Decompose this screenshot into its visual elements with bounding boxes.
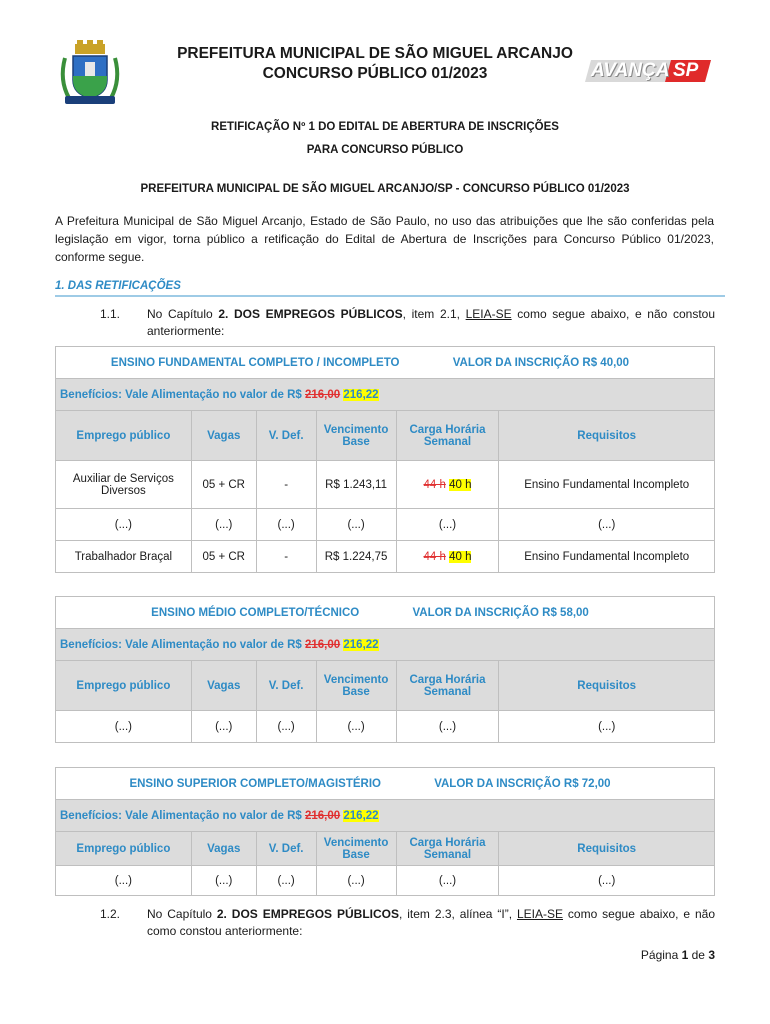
cell-vencimento: (...) xyxy=(316,866,396,896)
cell-requisitos: (...) xyxy=(499,509,715,541)
col-header: V. Def. xyxy=(256,661,316,711)
table-row xyxy=(56,711,715,743)
cell-vdef: (...) xyxy=(256,711,316,743)
cell-vdef: - xyxy=(256,461,316,509)
cell-vagas: (...) xyxy=(191,509,256,541)
col-header: Emprego público xyxy=(56,661,192,711)
fee-label: VALOR DA INSCRIÇÃO R$ 40,00 xyxy=(452,356,630,369)
col-header: V. Def. xyxy=(256,411,316,461)
table-row xyxy=(56,541,715,573)
cell-carga xyxy=(396,541,499,573)
table-ensino-fundamental xyxy=(55,346,715,573)
benefit-row xyxy=(56,800,715,832)
col-header: Vagas xyxy=(191,832,256,866)
section-heading: 1. DAS RETIFICAÇÕES xyxy=(55,280,725,297)
logo-text-sp: SP xyxy=(673,60,699,81)
benefit-row xyxy=(56,629,715,661)
cell-requisitos: (...) xyxy=(499,711,715,743)
page-footer xyxy=(600,948,715,962)
item-chapter: 2. DOS EMPREGOS PÚBLICOS xyxy=(218,307,403,321)
item-text-pre: No Capítulo xyxy=(147,307,219,321)
col-header: Emprego público xyxy=(56,832,192,866)
table-row xyxy=(56,509,715,541)
item-text-post: como segue abaixo, e não constou anteriormente: xyxy=(147,307,716,338)
level-band xyxy=(56,768,715,800)
col-header: Carga Horária Semanal xyxy=(396,661,499,711)
table-row xyxy=(56,461,715,509)
cell-vencimento: (...) xyxy=(316,711,396,743)
doc-title-2: PARA CONCURSO PÚBLICO xyxy=(306,144,464,156)
cell-vencimento: R$ 1.243,11 xyxy=(316,461,396,509)
col-header: Vencimento Base xyxy=(316,661,396,711)
document-header xyxy=(150,44,600,84)
old-hours: 44 h xyxy=(423,550,446,563)
new-hours: 40 h xyxy=(449,478,472,491)
fee-label: VALOR DA INSCRIÇÃO R$ 58,00 xyxy=(412,606,589,619)
level-band xyxy=(56,597,715,629)
col-header: Requisitos xyxy=(499,832,715,866)
col-header: Vencimento Base xyxy=(316,832,396,866)
cell-carga: (...) xyxy=(396,866,499,896)
benefit-old-value: 216,00 xyxy=(305,388,341,401)
table-ensino-superior xyxy=(55,767,715,896)
cell-job: Trabalhador Braçal xyxy=(56,541,192,573)
cell-requisitos: Ensino Fundamental Incompleto xyxy=(499,461,715,509)
col-header: Carga Horária Semanal xyxy=(396,832,499,866)
cell-vencimento: R$ 1.224,75 xyxy=(316,541,396,573)
benefit-label: Benefícios: Vale Alimentação no valor de R$ xyxy=(60,638,305,651)
doc-subtitle: PREFEITURA MUNICIPAL DE SÃO MIGUEL ARCANJO/SP - CONCURSO PÚBLICO 01/2023 xyxy=(140,183,630,195)
item-number: 1.1. xyxy=(100,307,121,321)
cell-vdef: (...) xyxy=(256,509,316,541)
col-header: Emprego público xyxy=(56,411,192,461)
item-number: 1.2. xyxy=(100,907,121,921)
item-1-2-text xyxy=(147,906,715,940)
item-text-mid: , item 2.3, alínea “I”, xyxy=(399,907,517,921)
benefit-label: Benefícios: Vale Alimentação no valor de R$ xyxy=(60,388,305,401)
benefit-new-value: 216,22 xyxy=(343,638,379,651)
leia-se-label: LEIA-SE xyxy=(516,907,563,921)
cell-vagas: 05 + CR xyxy=(191,541,256,573)
cell-vagas: (...) xyxy=(191,866,256,896)
col-header: Requisitos xyxy=(499,411,715,461)
col-header: Vencimento Base xyxy=(316,411,396,461)
col-header: Vagas xyxy=(191,661,256,711)
cell-vdef: (...) xyxy=(256,866,316,896)
col-header: Vagas xyxy=(191,411,256,461)
cell-carga xyxy=(396,461,499,509)
col-header: Carga Horária Semanal xyxy=(396,411,499,461)
avancasp-logo xyxy=(583,58,713,84)
old-hours: 44 h xyxy=(423,478,446,491)
cell-requisitos: (...) xyxy=(499,866,715,896)
level-title: ENSINO MÉDIO COMPLETO/TÉCNICO xyxy=(151,606,360,619)
table-ensino-medio xyxy=(55,596,715,743)
col-header: V. Def. xyxy=(256,832,316,866)
cell-vencimento: (...) xyxy=(316,509,396,541)
level-title: ENSINO FUNDAMENTAL COMPLETO / INCOMPLETO xyxy=(110,356,400,369)
cell-job: Auxiliar de Serviços Diversos xyxy=(56,461,192,509)
leia-se-label: LEIA-SE xyxy=(465,307,512,321)
municipal-coat-of-arms xyxy=(55,40,125,106)
cell-job: (...) xyxy=(56,509,192,541)
benefit-new-value: 216,22 xyxy=(343,809,379,822)
benefit-label: Benefícios: Vale Alimentação no valor de R$ xyxy=(60,809,305,822)
page-total: 3 xyxy=(708,948,715,962)
cell-job: (...) xyxy=(56,866,192,896)
footer-pre: Página xyxy=(640,948,682,962)
cell-carga: (...) xyxy=(396,509,499,541)
cell-vagas: 05 + CR xyxy=(191,461,256,509)
item-1-1-text xyxy=(147,306,715,340)
level-band xyxy=(56,347,715,379)
fee-label: VALOR DA INSCRIÇÃO R$ 72,00 xyxy=(434,777,611,790)
level-title: ENSINO SUPERIOR COMPLETO/MAGISTÉRIO xyxy=(129,777,381,790)
item-text-mid: , item 2.1, xyxy=(402,307,466,321)
cell-vagas: (...) xyxy=(191,711,256,743)
cell-requisitos: Ensino Fundamental Incompleto xyxy=(499,541,715,573)
logo-text-avanca: AVANÇA xyxy=(591,60,670,81)
cell-carga: (...) xyxy=(396,711,499,743)
doc-title-1: RETIFICAÇÃO Nº 1 DO EDITAL DE ABERTURA DE INSCRIÇÕES xyxy=(211,121,559,133)
footer-mid: de xyxy=(688,948,709,962)
page-number: 1 xyxy=(681,948,689,962)
benefit-old-value: 216,00 xyxy=(305,809,341,822)
table-row xyxy=(56,866,715,896)
item-chapter: 2. DOS EMPREGOS PÚBLICOS xyxy=(216,907,399,921)
header-line-1: PREFEITURA MUNICIPAL DE SÃO MIGUEL ARCANJO xyxy=(177,45,573,62)
header-line-2: CONCURSO PÚBLICO 01/2023 xyxy=(262,65,488,82)
col-header: Requisitos xyxy=(499,661,715,711)
benefit-row xyxy=(56,379,715,411)
item-text-pre: No Capítulo xyxy=(147,907,217,921)
intro-paragraph: A Prefeitura Municipal de São Miguel Arcanjo, Estado de São Paulo, no uso das atribuições que lhe são conferidas pela legislação em vigor, torna público a retificação do Edital de Abertura de Inscrições para Concurso Público 01/2023, conforme segue. xyxy=(55,214,714,264)
new-hours: 40 h xyxy=(449,550,472,563)
benefit-old-value: 216,00 xyxy=(305,638,341,651)
cell-vdef: - xyxy=(256,541,316,573)
benefit-new-value: 216,22 xyxy=(343,388,379,401)
cell-job: (...) xyxy=(56,711,192,743)
item-text-post: como segue abaixo, e não como constou anteriormente: xyxy=(147,907,716,938)
